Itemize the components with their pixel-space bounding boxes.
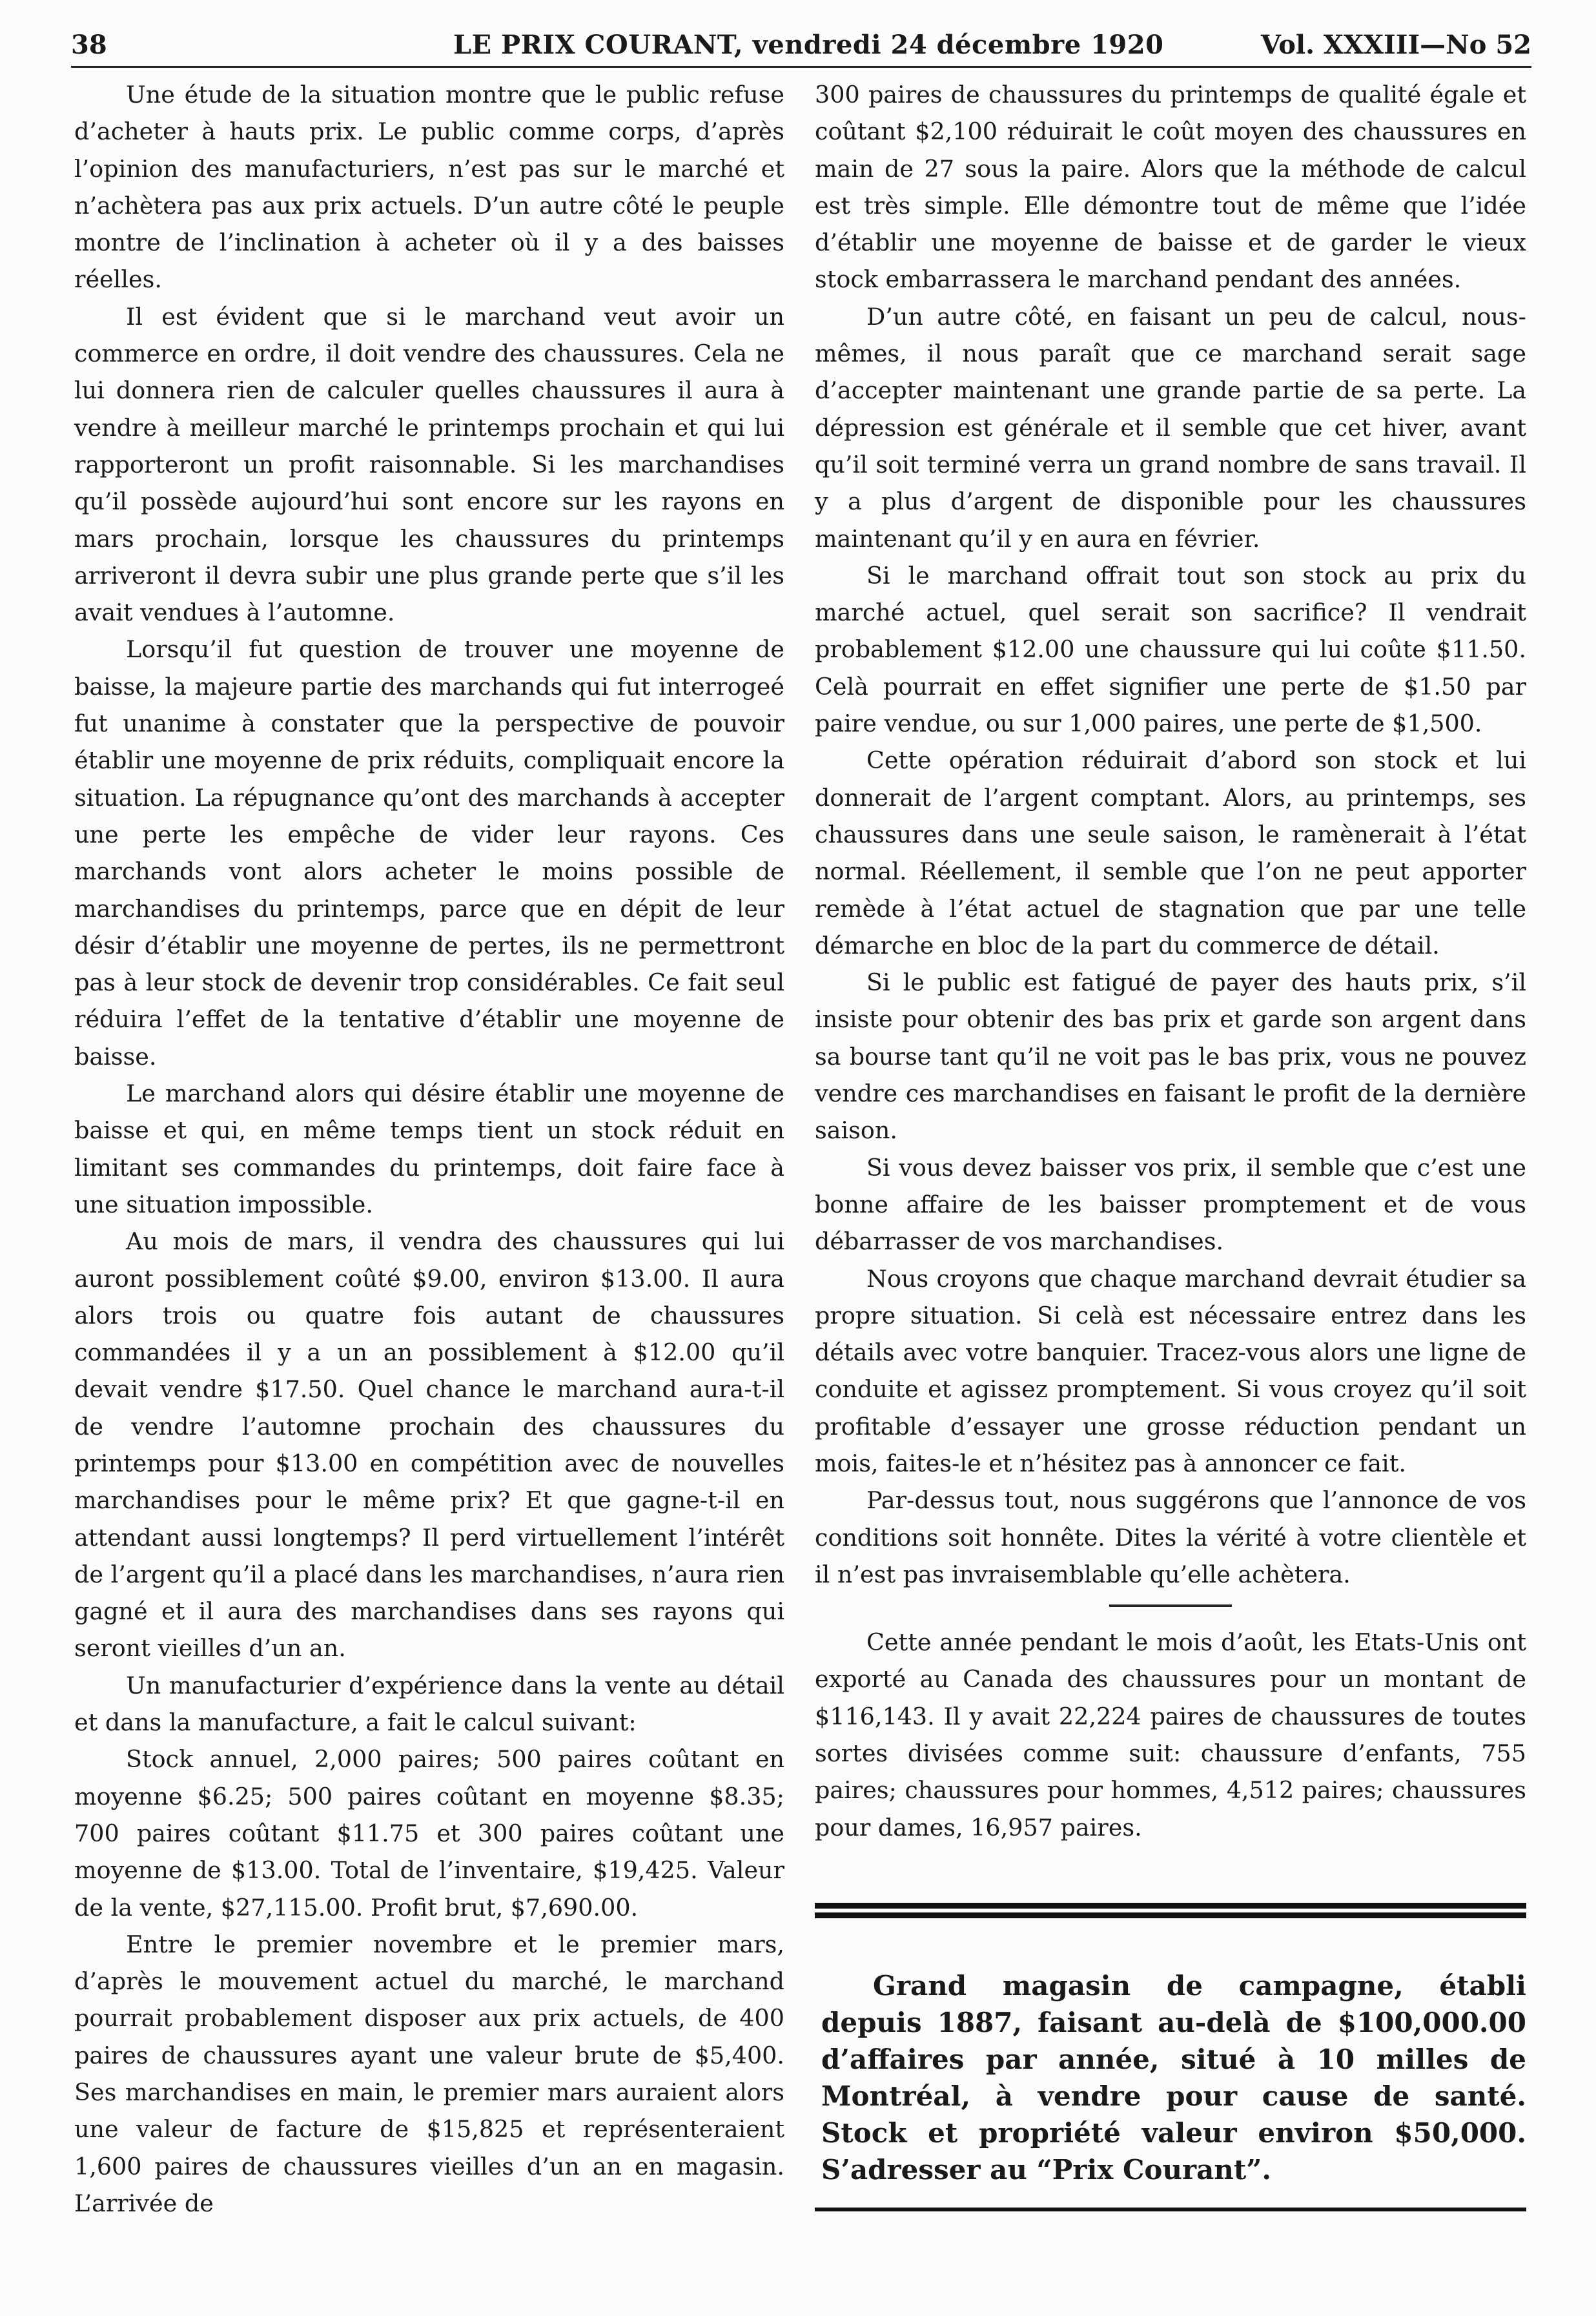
article-paragraph: Si vous devez baisser vos prix, il semble que c’est une bonne affaire de les baisser promptement et de vous débarrasser de vos marchandises. <box>815 1153 1526 1256</box>
article-paragraph: Entre le premier novembre et le premier mars, d’après le mouvement actuel du marché, le marchand pourrait probablement disposer aux prix actuels, de 400 paires de chaussures ayant une valeur brute de $5,400. Ses marchandises en main, le premier mars auraient alors une valeur de facture de $15,825 et représenteraient 1,600 paires de chaussures vieilles d’un an en magasin. L’arrivée de <box>74 1930 784 2217</box>
section-divider <box>1109 1604 1232 1607</box>
article-paragraph: Si le public est fatigué de payer des hauts prix, s’il insiste pour obtenir des bas prix et garde son argent dans sa bourse tant qu’il ne voit pas le bas prix, vous ne pouvez vendre ces marchandises en faisant le profit de la dernière saison. <box>815 968 1526 1145</box>
right-column <box>815 76 1526 2211</box>
article-paragraph: Stock annuel, 2,000 paires; 500 paires coûtant en moyenne $6.25; 500 paires coûtant en moyenne $8.35; 700 paires coûtant $11.75 et 300 paires coûtant une moyenne de $13.00. Total de l’inventaire, $19,425. Valeur de la vente, $27,115.00. Profit brut, $7,690.00. <box>74 1745 784 1921</box>
article-paragraph: Un manufacturier d’expérience dans la vente au détail et dans la manufacture, a fait le calcul suivant: <box>74 1671 784 1737</box>
thick-rule <box>815 1912 1526 1918</box>
thick-rule <box>815 1903 1526 1909</box>
article-paragraph: Au mois de mars, il vendra des chaussures qui lui auront possiblement coûté $9.00, environ $13.00. Il aura alors trois ou quatre fois autant de chaussures commandées il y a un an possiblement à $12.00 qu’il devait vendre $17.50. Quel chance le marchand aura-t-il de vendre l’automne prochain des chaussures du printemps pour $13.00 en compétition avec de nouvelles marchandises pour le même prix? Et que gagne-t-il en attendant aussi longtemps? Il perd virtuellement l’intérêt de l’argent qu’il a placé dans les marchandises, n’aura rien gagné et il aura des marchandises dans ses rayons qui seront vieilles d’un an. <box>74 1227 784 1663</box>
article-paragraph: Par-dessus tout, nous suggérons que l’annonce de vos conditions soit honnête. Dites la vérité à votre clientèle et il n’est pas invraisemblable qu’elle achètera. <box>815 1486 1526 1588</box>
article-paragraph: Nous croyons que chaque marchand devrait étudier sa propre situation. Si celà est nécessaire entrez dans les détails avec votre banquier. Tracez-vous alors une ligne de conduite et agissez promptement. Si vous croyez qu’il soit profitable d’essayer une grosse réduction pendant un mois, faites-le et n’hésitez pas à annoncer ce fait. <box>815 1264 1526 1477</box>
article-paragraph: Le marchand alors qui désire établir une moyenne de baisse et qui, en même temps tient un stock réduit en limitant ses commandes du printemps, doit faire face à une situation impossible. <box>74 1080 784 1218</box>
left-column <box>74 76 784 2222</box>
classified-advertisement <box>815 1967 1526 2188</box>
news-item: Cette année pendant le mois d’août, les Etats-Unis ont exporté au Canada des chaussures pour un montant de $116,143. Il y avait 22,224 paires de chaussures de toutes sortes divisées comme suit: chaussure d’enfants, 755 paires; chaussures pour hommes, 4,512 paires; chaussures pour dames, 16,957 paires. <box>815 1628 1526 1841</box>
advertisement-text: Grand magasin de campagne, établi depuis 1887, faisant au-delà de $100,000.00 d’affaires par année, situé à 10 milles de Montréal, à vendre pour cause de santé. Stock et propriété valeur environ $50,000. S’adresser au “Prix Courant”. <box>821 1969 1526 2186</box>
article-paragraph: Lorsqu’il fut question de trouver une moyenne de baisse, la majeure partie des marchands qui fut interrogeé fut unanime à constater que la perspective de pouvoir établir une moyenne de prix réduits, compliquait encore la situation. La répugnance qu’ont des marchands à accepter une perte les empêche de vider leur rayons. Ces marchands vont alors acheter le moins possible de marchandises du printemps, parce que en dépit de leur désir d’établir une moyenne de pertes, ils ne permettront pas à leur stock de devenir trop considérables. Ce fait seul réduira l’effet de la tentative d’établir une moyenne de baisse. <box>74 635 784 1071</box>
article-paragraph: D’un autre côté, en faisant un peu de calcul, nous-mêmes, il nous paraît que ce marchand serait sage d’accepter maintenant une grande partie de sa perte. La dépression est générale et il semble que cet hiver, avant qu’il soit terminé verra un grand nombre de sans travail. Il y a plus d’argent de disponible pour les chaussures maintenant qu’il y en aura en février. <box>815 302 1526 553</box>
article-paragraph: Cette opération réduirait d’abord son stock et lui donnerait de l’argent comptant. Alors, au printemps, ses chaussures dans une seule saison, le ramènerait à l’état normal. Réellement, il semble que l’on ne peut apporter remède à l’état actuel de stagnation que par une telle démarche en bloc de la part du commerce de détail. <box>815 746 1526 959</box>
page-header <box>71 25 1531 66</box>
article-continuation: 300 paires de chaussures du printemps de qualité égale et coûtant $2,100 réduirait le coût moyen des chaussures en main de 27 sous la paire. Alors que la méthode de calcul est très simple. Elle démontre tout de même que l’idée d’établir une moyenne de baisse et de garder le vieux stock embarrassera le marchand pendant des années. <box>815 81 1526 294</box>
page-number: 38 <box>71 30 107 60</box>
article-paragraph: Si le marchand offrait tout son stock au prix du marché actuel, quel serait son sacrifice? Il vendrait probablement $12.00 une chaussure qui lui coûte $11.50. Celà pourrait en effet signifier une perte de $1.50 par paire vendue, ou sur 1,000 paires, une perte de $1,500. <box>815 561 1526 738</box>
volume-number: Vol. XXXIII—No 52 <box>1260 30 1531 60</box>
newspaper-title: LE PRIX COURANT, vendredi 24 décembre 1920 <box>453 30 1164 60</box>
article-paragraph: Il est évident que si le marchand veut avoir un commerce en ordre, il doit vendre des chaussures. Cela ne lui donnera rien de calculer quelles chaussures il aura à vendre à meilleur marché le printemps prochain et qui lui rapporteront un profit raisonnable. Si les marchandises qu’il possède aujourd’hui sont encore sur les rayons en mars prochain, lorsque les chaussures du printemps arriveront il devra subir une plus grande perte que s’il les avait vendues à l’automne. <box>74 302 784 627</box>
header-rule <box>71 66 1531 68</box>
advertisement-top-rule <box>815 1903 1526 1921</box>
article-paragraph: Une étude de la situation montre que le public refuse d’acheter à hauts prix. Le public comme corps, d’après l’opinion des manufacturiers, n’est pas sur le marché et n’achètera pas aux prix actuels. D’un autre côté le peuple montre de l’inclination à acheter où il y a des baisses réelles. <box>74 81 784 294</box>
advertisement-bottom-rule <box>815 2208 1526 2211</box>
